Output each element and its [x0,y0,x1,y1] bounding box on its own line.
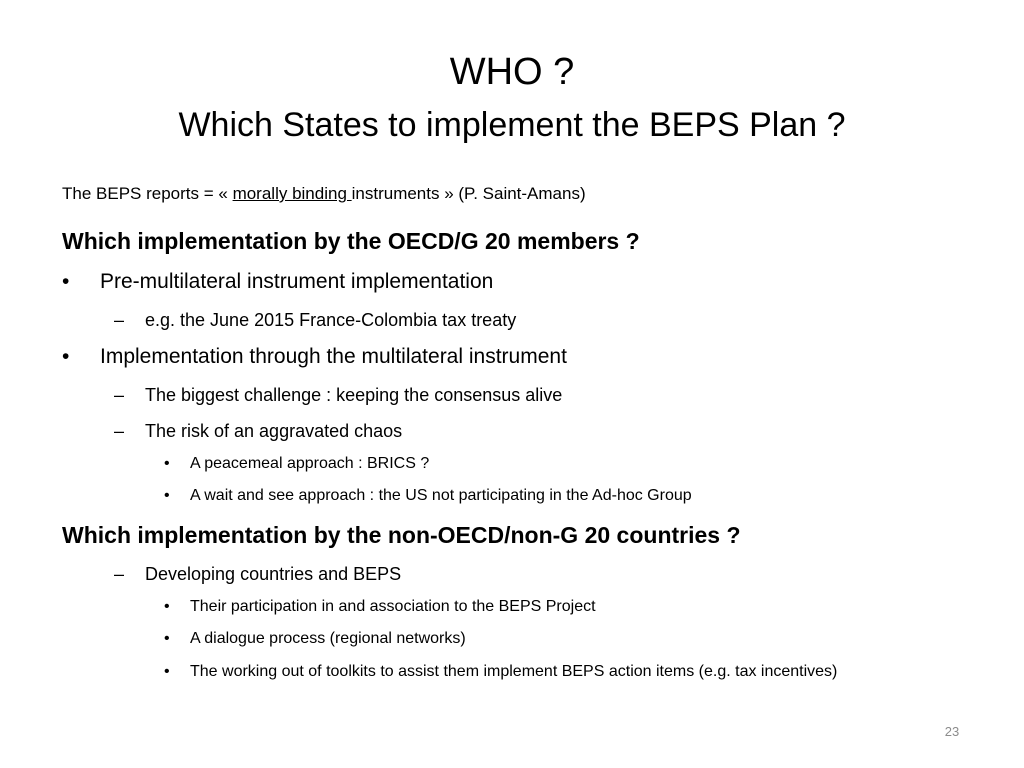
section2-heading: Which implementation by the non-OECD/non-G 20 countries ? [62,522,741,548]
slide-subtitle: Which States to implement the BEPS Plan ? [178,106,846,144]
section1-heading: Which implementation by the OECD/G 20 members ? [62,228,640,254]
list-item: Pre-multilateral instrument implementation [100,270,494,293]
intro-line [62,182,586,206]
list-item: Developing countries and BEPS [145,564,402,584]
list-item: The risk of an aggravated chaos [145,421,403,441]
bullet-dash-icon: – [114,564,125,584]
list-item: Implementation through the multilateral instrument [100,345,567,368]
slide-title: WHO ? [449,51,575,93]
list-item: Their participation in and association to the BEPS Project [190,598,596,615]
bullet-dash-icon: – [114,310,125,330]
list-item: A dialogue process (regional networks) [190,630,466,647]
bullet-dot-icon: • [164,630,170,647]
bullet-dot-icon: • [62,345,70,368]
bullet-dot-icon: • [164,598,170,615]
page-number: 23 [944,724,960,739]
intro-text-after: instruments » (P. Saint-Amans) [351,184,586,203]
list-item: A wait and see approach : the US not participating in the Ad-hoc Group [190,487,692,504]
list-item: A peacemeal approach : BRICS ? [190,455,430,472]
bullet-dash-icon: – [114,421,125,441]
bullet-dot-icon: • [164,487,170,504]
intro-underlined-text: morally binding [232,184,352,203]
bullet-dot-icon: • [62,270,70,293]
bullet-dot-icon: • [164,455,170,472]
list-item: The biggest challenge : keeping the consensus alive [145,385,563,405]
intro-text-before: The BEPS reports = « [62,184,233,203]
bullet-dot-icon: • [164,663,170,680]
bullet-dash-icon: – [114,385,125,405]
list-item: e.g. the June 2015 France-Colombia tax treaty [145,310,517,330]
list-item: The working out of toolkits to assist them implement BEPS action items (e.g. tax incentives) [190,663,838,680]
